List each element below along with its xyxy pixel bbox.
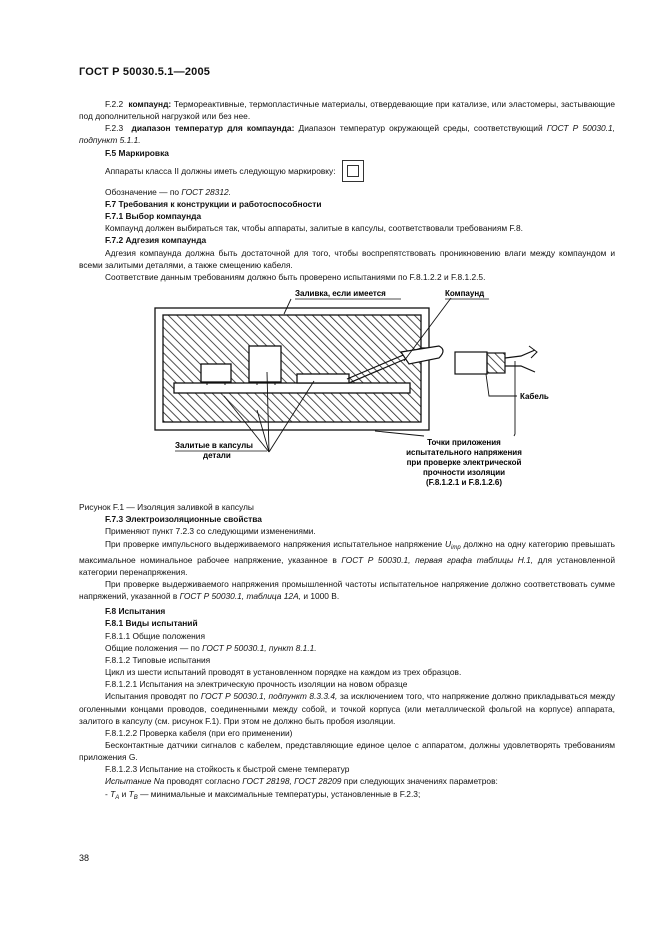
circuit-board <box>174 383 410 393</box>
label-parts-2: детали <box>203 451 231 461</box>
class-ii-double-square-icon <box>342 160 364 182</box>
label-cable: Кабель <box>520 392 549 402</box>
heading-f8122: F.8.1.2.2 Проверка кабеля (при его применении) <box>105 727 293 738</box>
clause-f73-p2: При проверке импульсного выдерживаемого напряжения испытательное напряжение $U_{imp}$ должно на одну категорию превышать максимальное номинальное рабочее напряжение, указанное в ГОСТ Р 50030.1, первая графа таблицы Н.1, для установленной категории перенапряжения. <box>79 538 615 577</box>
component-flat <box>297 374 349 383</box>
marking-designation: Обозначение — по ГОСТ 28312. <box>105 186 231 197</box>
figure-f1 <box>79 286 615 501</box>
label-compound: Компаунд <box>445 289 485 299</box>
bare-conductor-1 <box>505 350 535 358</box>
heading-f811: F.8.1.1 Общие положения <box>105 630 205 641</box>
label-points-4: прочности изоляции <box>422 468 506 478</box>
heading-f7: F.7 Требования к конструкции и работоспособности <box>105 198 322 209</box>
encapsulation-diagram <box>79 286 615 501</box>
label-points-1: Точки приложения <box>427 438 501 448</box>
heading-f8121: F.8.1.2.1 Испытания на электрическую прочность изоляции на новом образце <box>105 679 408 690</box>
heading-f81: F.8.1 Виды испытаний <box>105 618 198 629</box>
label-points-3: при проверке электрической <box>406 458 522 468</box>
marking-paragraph: Аппараты класса II должны иметь следующую маркировку: <box>79 161 615 183</box>
component-large <box>249 346 281 382</box>
label-parts-1: Залитые в капсулы <box>175 441 254 451</box>
bare-conductor-2 <box>505 366 535 372</box>
clause-f73-p3: При проверке выдерживаемого напряжения промышленной частоты испытательное напряжение должно соответствовать сумме напряжений, указанной в ГОСТ Р 50030.1, таблица 12А, и 1000 В. <box>79 578 615 602</box>
heading-f812: F.8.1.2 Типовые испытания <box>105 654 211 665</box>
clause-f72-p1: Адгезия компаунда должна быть достаточной для того, чтобы воспрепятствовать проникновению влаги между компаундом и всеми залитыми деталями, а также смещению кабеля. <box>79 247 615 270</box>
label-points-5: (F.8.1.2.1 и F.8.1.2.6) <box>425 478 503 488</box>
heading-f71: F.7.1 Выбор компаунда <box>105 211 202 222</box>
page-number: 38 <box>79 853 90 863</box>
clause-f8122-text: Бесконтактные датчики сигналов с кабелем, представляющие единое целое с аппаратом, должны удовлетворять требованиям приложения G. <box>79 740 615 763</box>
cable-end <box>455 352 487 374</box>
clause-f72-p2: Соответствие данным требованиям должно быть проверено испытаниями по F.8.1.2.2 и F.8.1.2.5. <box>105 271 486 282</box>
clause-f22: F.2.2 компаунд: Термореактивные, термопластичные материалы, отвердевающие при катализе, или эластомеры, застывающие под дополнительной нагрузкой или без нее. <box>79 99 615 122</box>
label-potting: Заливка, если имеется <box>295 289 386 299</box>
document-header: ГОСТ Р 50030.5.1—2005 <box>79 66 211 78</box>
heading-f72: F.7.2 Адгезия компаунда <box>105 235 207 246</box>
clause-f8123-text: Испытание Na проводят согласно ГОСТ 28198, ГОСТ 28209 при следующих значениях параметров: <box>105 776 498 787</box>
heading-f73: F.7.3 Электроизоляционные свойства <box>105 514 262 525</box>
heading-f5: F.5 Маркировка <box>105 147 169 158</box>
component-small <box>201 364 231 382</box>
document-body <box>79 98 615 804</box>
clause-f71-text: Компаунд должен выбираться так, чтобы аппараты, залитые в капсулы, соответствовали требованиям F.8. <box>105 223 523 234</box>
clause-f8121-text: Испытания проводят по ГОСТ Р 50030.1, подпункт 8.3.3.4, за исключением того, что напряжение должно прикладываться между оголенными концами проводов, соединенными между собой, и точкой корпуса (или металлической фольгой на корпусе) аппарата, залитого в капсулу (см. рисунок F.1). При этом не должно быть пробоя изоляции. <box>79 691 616 726</box>
clause-f8123-bullet: - $T_A$ и $T_B$ — минимальные и максимальные температуры, установленные в F.2.3; <box>105 788 421 801</box>
heading-f8: F.8 Испытания <box>105 606 166 617</box>
clause-f811-text: Общие положения — по ГОСТ Р 50030.1, пункт 8.1.1. <box>105 642 317 653</box>
clause-f73-p1: Применяют пункт 7.2.3 со следующими изменениями. <box>105 526 316 537</box>
heading-f8123: F.8.1.2.3 Испытание на стойкость к быстрой смене температур <box>105 764 350 775</box>
figure-caption: Рисунок F.1 — Изоляция заливкой в капсулы <box>79 502 254 513</box>
clause-f812-text: Цикл из шести испытаний проводят в установленном порядке на каждом из трех образцов. <box>105 667 462 678</box>
clause-f23: F.2.3 диапазон температур для компаунда: Диапазон температур окружающей среды, соответствующий ГОСТ Р 50030.1, подпункт 5.1.1. <box>79 123 616 146</box>
label-points-2: испытательного напряжения <box>406 448 522 458</box>
